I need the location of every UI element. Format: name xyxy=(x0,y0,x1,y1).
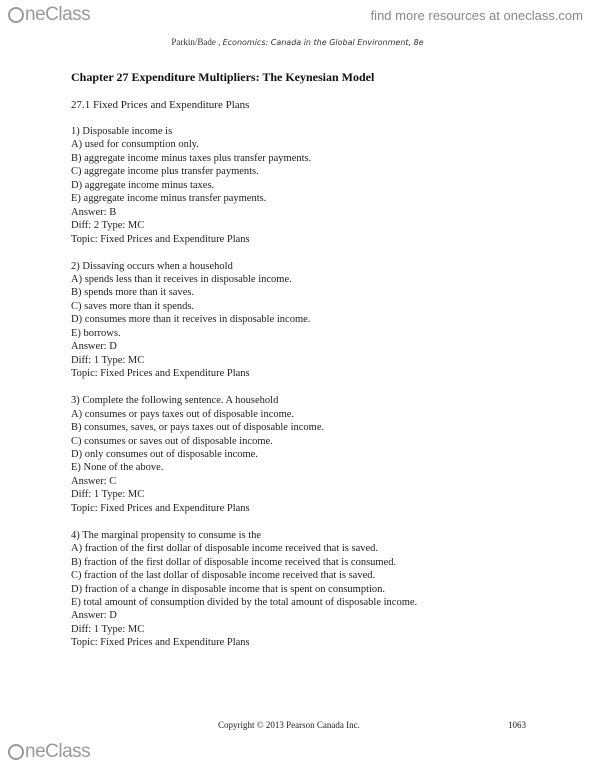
logo-circle-icon xyxy=(8,7,24,23)
answer-option: C) saves more than it spends. xyxy=(71,300,195,312)
logo-text: neClass xyxy=(25,741,91,762)
answer-option: C) aggregate income plus transfer payments. xyxy=(71,166,259,178)
question-stem: 3) Complete the following sentence. A household xyxy=(71,395,279,407)
logo-circle-icon xyxy=(8,744,24,760)
answer-option: A) consumes or pays taxes out of disposable income. xyxy=(71,408,295,420)
answer-option: E) total amount of consumption divided by the total amount of disposable income. xyxy=(71,597,418,608)
question-stem: 4) The marginal propensity to consume is the xyxy=(71,529,262,541)
header-book-title: Economics: Canada in the Global Environment, 8e xyxy=(222,38,424,47)
question-stem: 2) Dissaving occurs when a household xyxy=(71,260,233,272)
section-title: 27.1 Fixed Prices and Expenditure Plans xyxy=(71,99,250,111)
question-topic: Topic: Fixed Prices and Expenditure Plans xyxy=(71,233,250,245)
running-header xyxy=(0,37,595,47)
answer-option: B) consumes, saves, or pays taxes out of disposable income. xyxy=(71,422,325,434)
question-list xyxy=(71,125,571,663)
difficulty-type: Diff: 1 Type: MC xyxy=(71,354,145,366)
question-block xyxy=(71,260,571,381)
answer-option: C) fraction of the last dollar of disposable income received that is saved. xyxy=(71,570,376,582)
copyright-text: Copyright © 2013 Pearson Canada Inc. xyxy=(218,720,360,730)
difficulty-type: Diff: 1 Type: MC xyxy=(71,623,145,635)
oneclass-logo-bottom[interactable] xyxy=(8,741,90,763)
answer-option: A) spends less than it receives in disposable income. xyxy=(71,274,292,286)
answer-option: A) used for consumption only. xyxy=(71,139,199,151)
question-topic: Topic: Fixed Prices and Expenditure Plans xyxy=(71,502,250,514)
page-number: 1063 xyxy=(508,720,526,730)
answer-option: D) fraction of a change in disposable income that is spent on consumption. xyxy=(71,583,386,595)
top-banner xyxy=(0,0,595,30)
answer-key: Answer: B xyxy=(71,206,117,218)
answer-key: Answer: D xyxy=(71,341,117,353)
logo-text: neClass xyxy=(25,4,91,25)
answer-option: E) aggregate income minus transfer payments. xyxy=(71,193,267,205)
answer-option: D) consumes more than it receives in disposable income. xyxy=(71,314,311,326)
answer-option: E) borrows. xyxy=(71,327,121,339)
question-stem: 1) Disposable income is xyxy=(71,126,173,137)
question-topic: Topic: Fixed Prices and Expenditure Plans xyxy=(71,637,250,649)
resources-link[interactable]: find more resources at oneclass.com xyxy=(370,8,583,23)
answer-key: Answer: C xyxy=(71,475,117,487)
question-block xyxy=(71,394,571,515)
question-block xyxy=(71,125,571,246)
question-topic: Topic: Fixed Prices and Expenditure Plans xyxy=(71,368,250,380)
answer-option: E) None of the above. xyxy=(71,462,164,474)
oneclass-logo[interactable] xyxy=(8,4,90,26)
header-authors: Parkin/Bade , xyxy=(171,37,221,47)
question-block xyxy=(71,529,571,650)
answer-key: Answer: D xyxy=(71,610,117,622)
answer-option: C) consumes or saves out of disposable income. xyxy=(71,435,273,447)
answer-option: B) fraction of the first dollar of disposable income received that is consumed. xyxy=(71,556,397,568)
answer-option: D) only consumes out of disposable income. xyxy=(71,448,258,460)
answer-option: A) fraction of the first dollar of disposable income received that is saved. xyxy=(71,543,379,555)
answer-option: B) aggregate income minus taxes plus transfer payments. xyxy=(71,152,312,164)
chapter-title: Chapter 27 Expenditure Multipliers: The Keynesian Model xyxy=(71,70,375,84)
answer-option: D) aggregate income minus taxes. xyxy=(71,179,215,191)
difficulty-type: Diff: 1 Type: MC xyxy=(71,489,145,501)
difficulty-type: Diff: 2 Type: MC xyxy=(71,220,145,232)
answer-option: B) spends more than it saves. xyxy=(71,287,195,299)
